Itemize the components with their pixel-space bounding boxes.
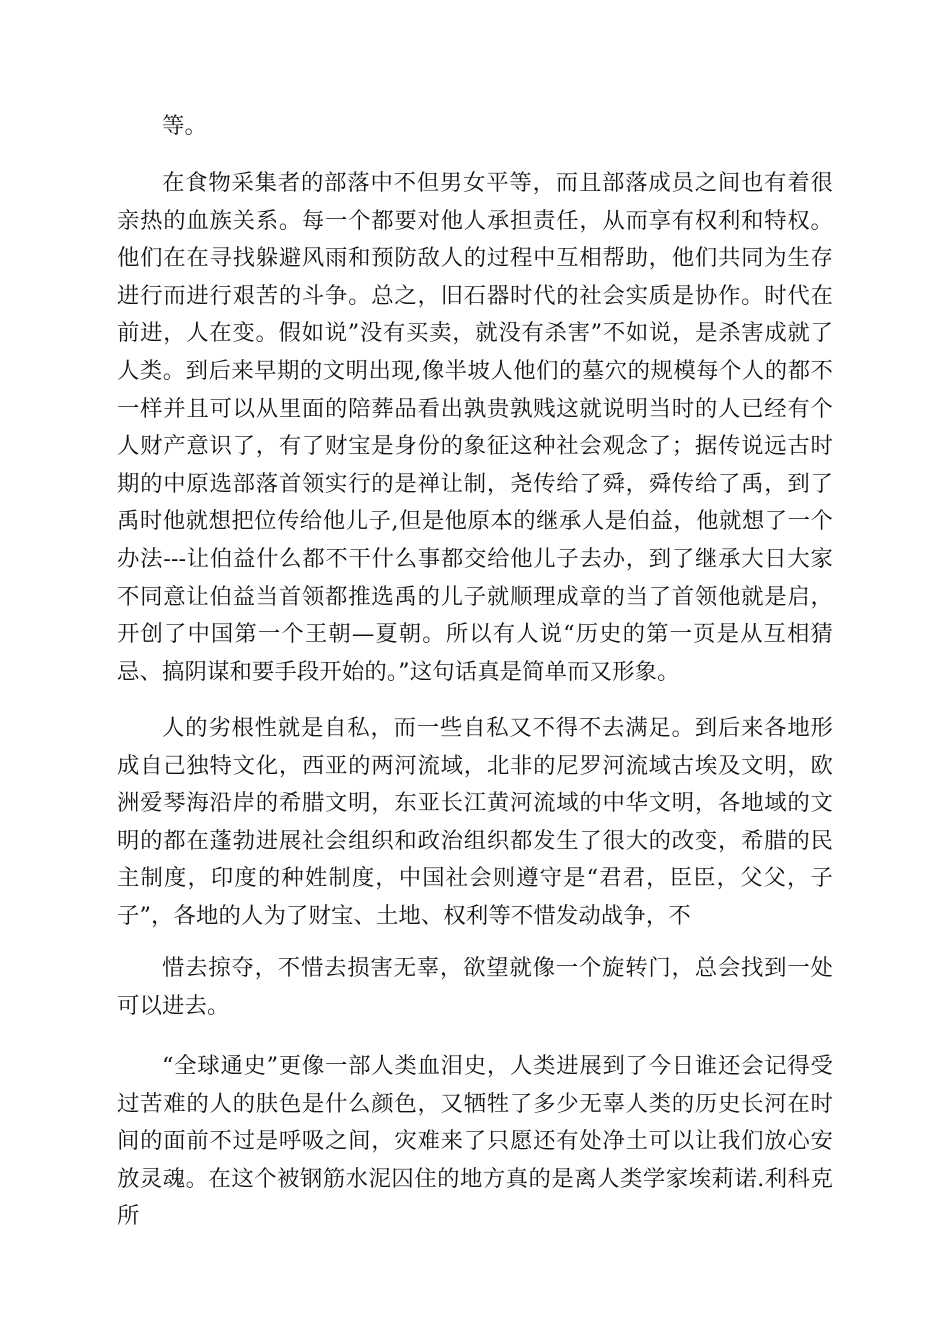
- paragraph-2: 在食物采集者的部落中不但男女平等，而且部落成员之间也有着很亲热的血族关系。每一个都要对他人承担责任，从而享有权利和特权。他们在在寻找躲避风雨和预防敌人的过程中互相帮助，他们共同为生存进行而进行艰苦的斗争。总之，旧石器时代的社会实质是协作。时代在前进，人在变。假如说”没有买卖，就没有杀害”不如说，是杀害成就了人类。到后来早期的文明出现,像半坡人他们的墓穴的规模每个人的都不一样并且可以从里面的陪葬品看出孰贵孰贱这就说明当时的人已经有个人财产意识了，有了财宝是身份的象征这种社会观念了；据传说远古时期的中原选部落首领实行的是禅让制，尧传给了舜，舜传给了禹，到了禹时他就想把位传给他儿子,但是他原本的继承人是伯益，他就想了一个办法---让伯益什么都不干什么事都交给他儿子去办，到了继承大日大家不同意让伯益当首领都推选禹的儿子就顺理成章的当了首领他就是启，开创了中国第一个王朝—夏朝。所以有人说“历史的第一页是从互相猜忌、搞阴谋和要手段开始的。”这句话真是简单而又形象。: [117, 170, 833, 685]
- paragraph-3: 人的劣根性就是自私，而一些自私又不得不去满足。到后来各地形成自己独特文化，西亚的两河流域，北非的尼罗河流域古埃及文明，欧洲爱琴海沿岸的希腊文明，东亚长江黄河流域的中华文明，各地域的文明的都在蓬勃进展社会组织和政治组织都发生了很大的改变，希腊的民主制度，印度的种姓制度，中国社会则遵守是“君君，臣臣，父父，子子”，各地的人为了财宝、土地、权利等不惜发动战争，不: [117, 715, 833, 929]
- paragraph-5: “全球通史”更像一部人类血泪史，人类进展到了今日谁还会记得受过苦难的人的肤色是什么颜色，又牺牲了多少无辜人类的历史长河在时间的面前不过是呼吸之间，灾难来了只愿还有处净土可以让我们放心安放灵魂。在这个被钢筋水泥囚住的地方真的是离人类学家埃莉诺.利科克所: [117, 1053, 833, 1230]
- paragraph-4: 惜去掠夺，不惜去损害无辜，欲望就像一个旋转门，总会找到一处可以进去。: [117, 955, 833, 1019]
- paragraph-1: 等。: [162, 113, 207, 139]
